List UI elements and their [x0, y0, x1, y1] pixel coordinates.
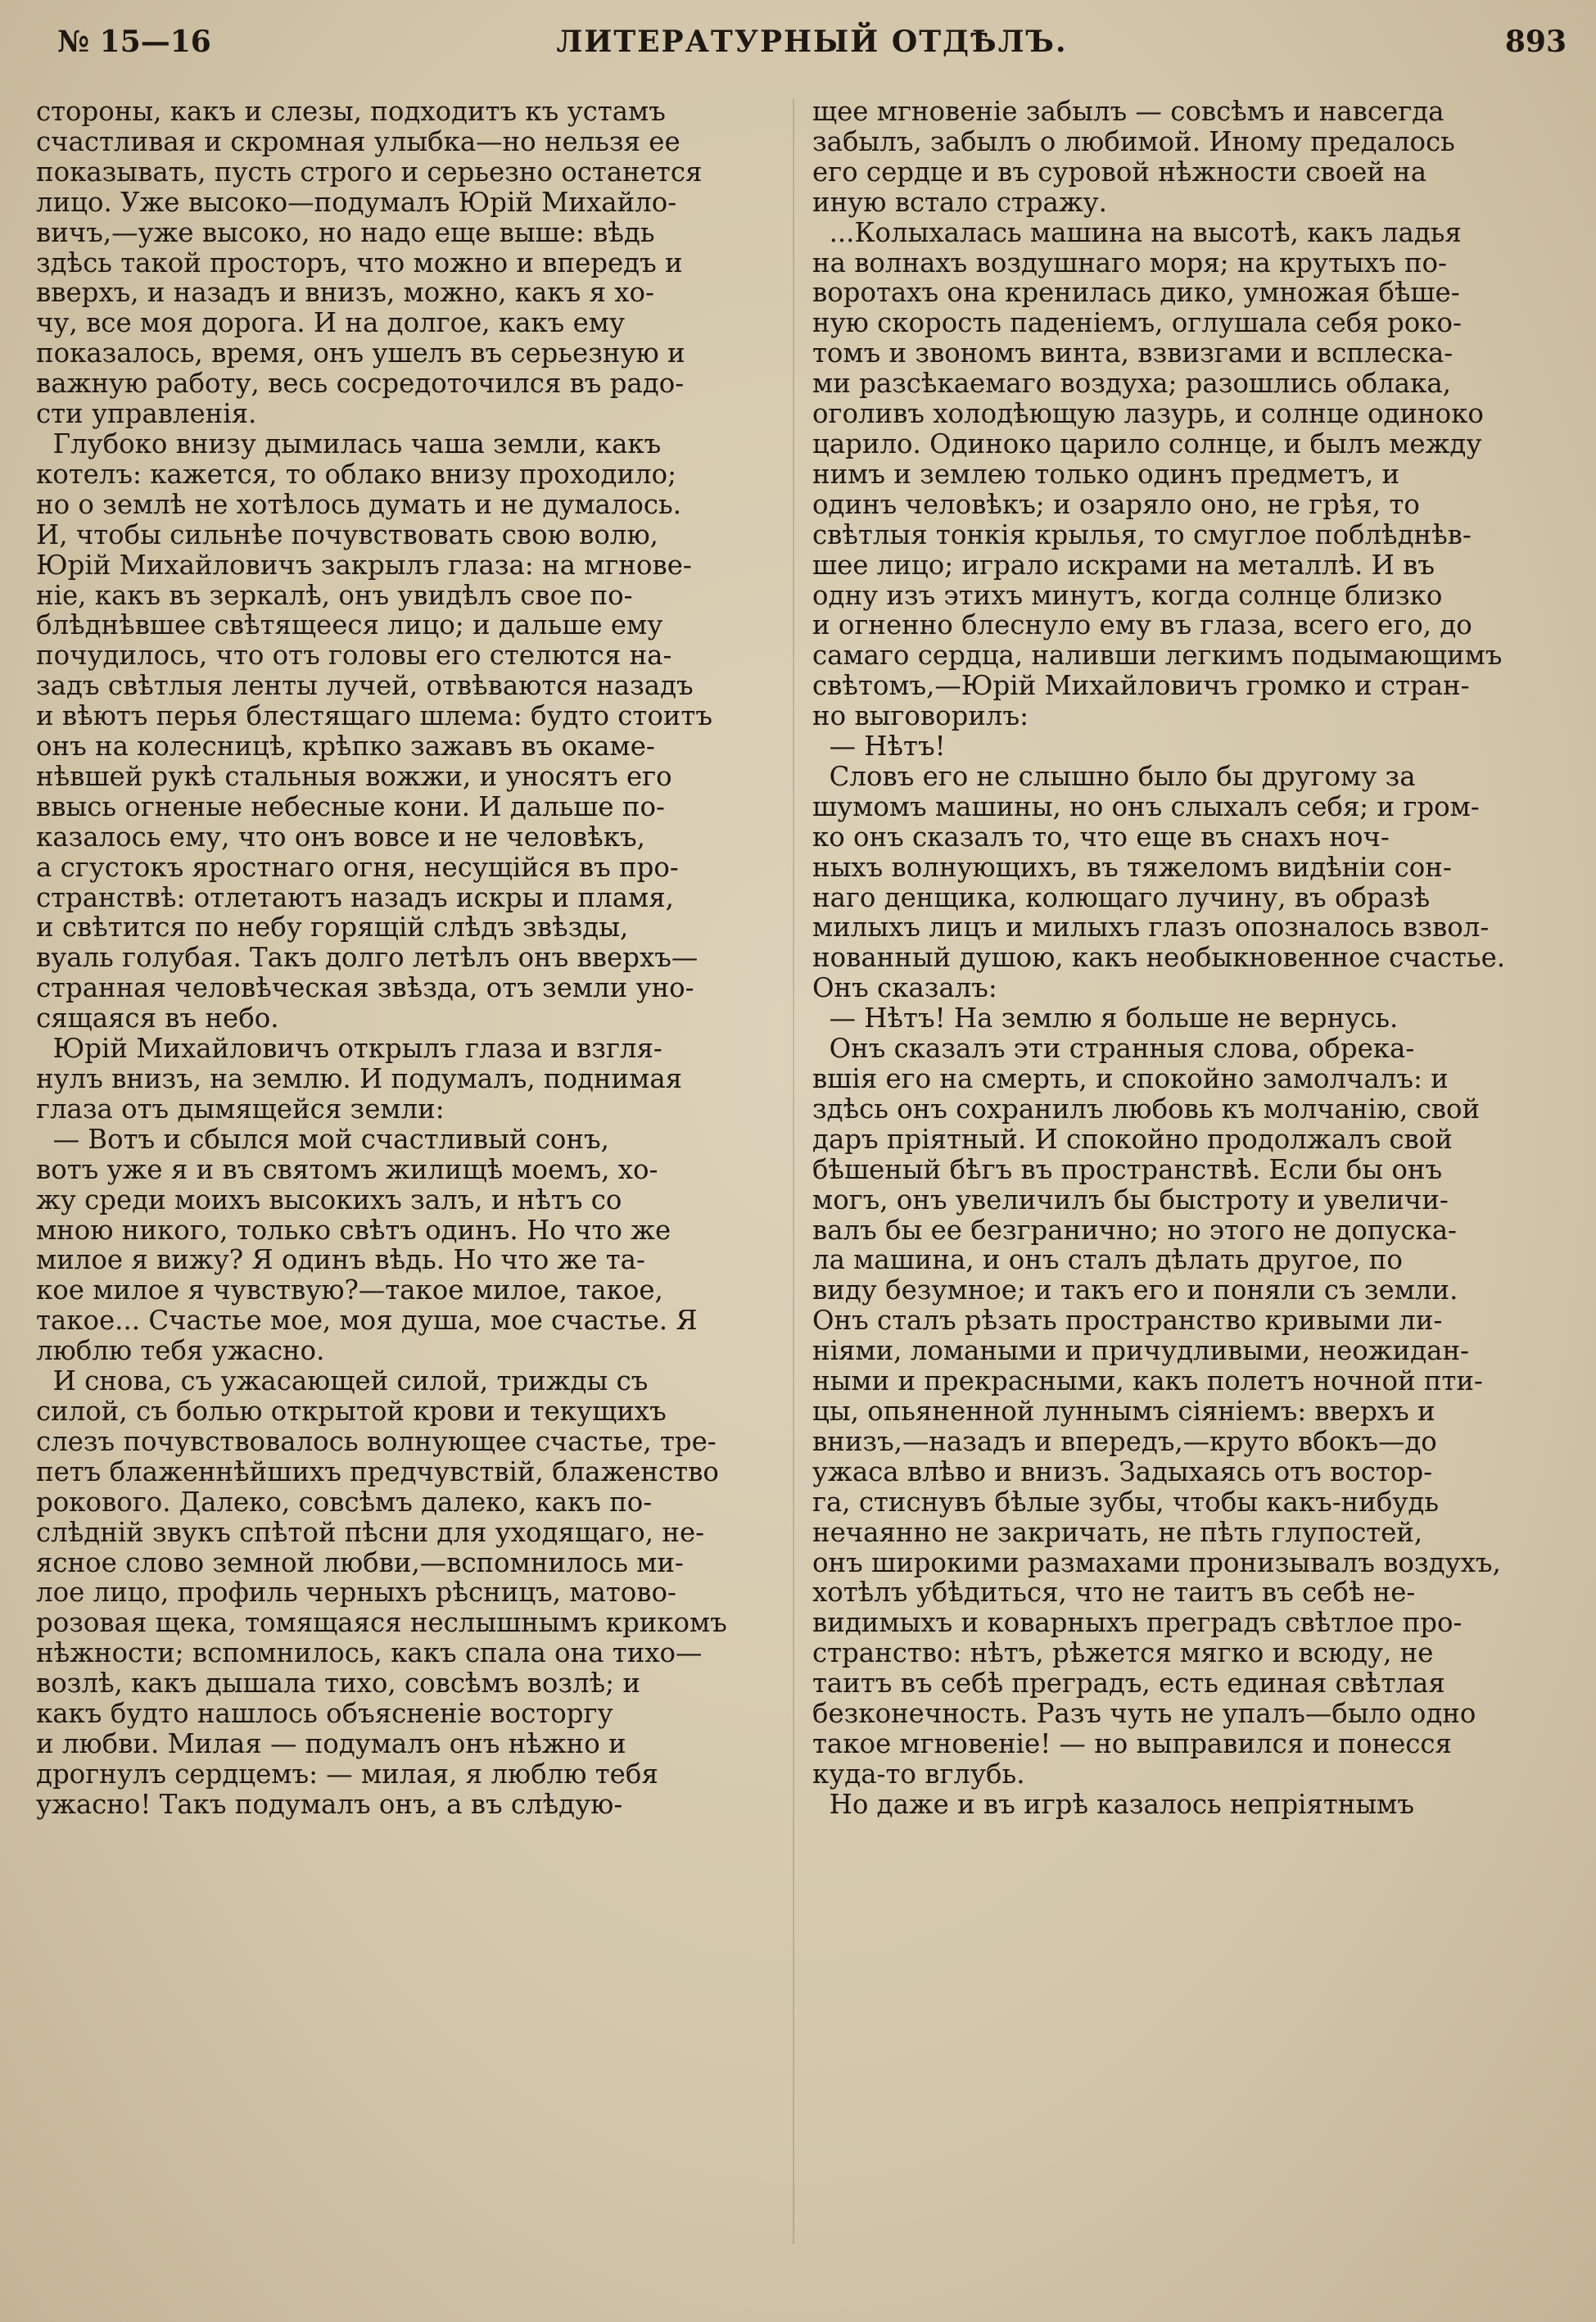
text-line: его сердце и въ суровой нѣжности своей на: [812, 156, 1427, 188]
text-line: могъ, онъ увеличилъ бы быстроту и увеличи-: [812, 1184, 1449, 1215]
text-line: показалось, время, онъ ушелъ въ серьезную и: [36, 337, 685, 369]
text-line: нимъ и землею только одинъ предметъ, и: [812, 458, 1400, 490]
text-line: цы, опьяненной луннымъ сіяніемъ: вверхъ и: [812, 1395, 1435, 1427]
text-line: одинъ человѣкъ; и озаряло оно, не грѣя, то: [812, 488, 1420, 520]
text-line: нулъ внизъ, на землю. И подумалъ, поднимая: [36, 1063, 683, 1094]
text-line: вуаль голубая. Такъ долго летѣлъ онъ вверхъ—: [36, 942, 699, 974]
text-line: оголивъ холодѣющую лазурь, и солнце одиноко: [812, 398, 1484, 430]
text-line: ко онъ сказалъ то, что еще въ снахъ ноч-: [812, 821, 1390, 853]
text-line: почудилось, что отъ головы его стелются на-: [36, 640, 672, 672]
text-line: Онъ сталъ рѣзать пространство кривыми ли-: [812, 1305, 1443, 1337]
text-line: странствѣ: отлетаютъ назадъ искры и пламя,: [36, 881, 674, 913]
text-line: Онъ сказалъ эти странныя слова, обрека-: [812, 1033, 1415, 1065]
text-line: наго денщика, колющаго лучину, въ образѣ: [812, 881, 1431, 913]
text-line: жу среди моихъ высокихъ залъ, и нѣтъ со: [36, 1184, 622, 1215]
text-line: — Нѣтъ! На землю я больше не вернусь.: [812, 1003, 1399, 1034]
text-line: свѣтлыя тонкія крылья, то смуглое поблѣднѣв-: [812, 518, 1472, 550]
text-line: такое мгновеніе! — но выправился и понесся: [812, 1727, 1452, 1759]
text-line: розовая щека, томящаяся неслышнымъ крикомъ: [36, 1607, 727, 1639]
text-line: видимыхъ и коварныхъ преградъ свѣтлое про-: [812, 1607, 1463, 1639]
text-line: бѣшеный бѣгъ въ пространствѣ. Если бы онъ: [812, 1153, 1443, 1185]
text-line: ныхъ волнующихъ, въ тяжеломъ видѣніи сон-: [812, 851, 1452, 883]
left-column: [36, 97, 773, 1820]
text-line: ніе, какъ въ зеркалѣ, онъ увидѣлъ свое по-: [36, 579, 633, 611]
text-line: — Вотъ и сбылся мой счастливый сонъ,: [36, 1123, 609, 1155]
text-line: возлѣ, какъ дышала тихо, совсѣмъ возлѣ; и: [36, 1668, 640, 1700]
text-line: ввысь огненые небесные кони. И дальше по-: [36, 790, 665, 822]
text-line: счастливая и скромная улыбка—но нельзя ее: [36, 125, 680, 157]
text-line: — Нѣтъ!: [812, 731, 946, 763]
text-line: такое... Счастье мое, моя душа, мое счастье. Я: [36, 1305, 698, 1337]
text-line: Словъ его не слышно было бы другому за: [812, 760, 1416, 792]
text-line: показывать, пусть строго и серьезно останется: [36, 156, 703, 188]
text-line: силой, съ болью открытой крови и текущихъ: [36, 1395, 667, 1427]
text-line: ужаса влѣво и внизъ. Задыхаясь отъ востор-: [812, 1455, 1433, 1487]
text-line: нѣжности; вспомнилось, какъ спала она тихо—: [36, 1637, 703, 1669]
text-line: сящаяся въ небо.: [36, 1003, 279, 1034]
text-line: Онъ сказалъ:: [812, 972, 997, 1004]
text-line: задъ свѣтлыя ленты лучей, отвѣваются назадъ: [36, 670, 694, 702]
text-line: ужасно! Такъ подумалъ онъ, а въ слѣдую-: [36, 1788, 623, 1820]
text-line: нѣвшей рукѣ стальныя вожжи, и уносятъ его: [36, 760, 672, 792]
text-line: га, стиснувъ бѣлые зубы, чтобы какъ-нибудь: [812, 1486, 1439, 1518]
text-line: слѣдній звукъ спѣтой пѣсни для уходящаго, не-: [36, 1516, 705, 1548]
text-line: валъ бы ее безгранично; но этого не допуска-: [812, 1214, 1457, 1246]
text-line: шее лицо; играло искрами на металлѣ. И въ: [812, 549, 1435, 581]
text-line: шумомъ машины, но онъ слыхалъ себя; и гром-: [812, 790, 1480, 822]
text-line: блѣднѣвшее свѣтящееся лицо; и дальше ему: [36, 609, 663, 641]
running-header: [57, 25, 1567, 66]
text-line: люблю тебя ужасно.: [36, 1335, 325, 1367]
text-line: здѣсь онъ сохранилъ любовь къ молчанію, свой: [812, 1093, 1481, 1125]
text-line: какъ будто нашлось объясненіе восторгу: [36, 1698, 613, 1730]
text-line: слезъ почувствовалось волнующее счастье, тре-: [36, 1425, 717, 1457]
text-line: онъ широкими размахами пронизывалъ воздухъ,: [812, 1546, 1501, 1578]
text-line: куда-то вглубь.: [812, 1758, 1025, 1790]
text-line: а сгустокъ яростнаго огня, несущійся въ про-: [36, 851, 679, 883]
text-line: иную встало стражу.: [812, 186, 1107, 218]
text-line: забылъ, забылъ о любимой. Иному предалось: [812, 125, 1455, 157]
text-line: на волнахъ воздушнаго моря; на крутыхъ по-: [812, 247, 1447, 278]
text-line: вичъ,—уже высоко, но надо еще выше: вѣдь: [36, 216, 655, 248]
text-line: котелъ: кажется, то облако внизу проходило;: [36, 458, 677, 490]
right-column: [812, 97, 1566, 1820]
text-line: вверхъ, и назадъ и внизъ, можно, какъ я хо-: [36, 277, 654, 309]
text-line: нечаянно не закричать, не пѣть глупостей,: [812, 1516, 1423, 1548]
text-line: мною никого, только свѣтъ одинъ. Но что же: [36, 1214, 671, 1246]
text-line: ясное слово земной любви,—вспомнилось ми-: [36, 1546, 684, 1578]
text-line: даръ пріятный. И спокойно продолжалъ свой: [812, 1123, 1453, 1155]
text-line: ную скорость паденіемъ, оглушала себя роко-: [812, 307, 1462, 339]
text-line: царило. Одиноко царило солнце, и былъ между: [812, 428, 1482, 459]
text-line: дрогнулъ сердцемъ: — милая, я люблю тебя: [36, 1758, 658, 1790]
text-line: но о землѣ не хотѣлось думать и не думалось.: [36, 488, 681, 520]
text-line: петъ блаженнѣйшихъ предчувствій, блаженство: [36, 1455, 719, 1487]
text-line: лицо. Уже высоко—подумалъ Юрій Михайло-: [36, 186, 677, 218]
text-line: щее мгновеніе забылъ — совсѣмъ и навсегда: [812, 96, 1445, 127]
text-line: одну изъ этихъ минутъ, когда солнце близко: [812, 579, 1443, 611]
text-line: чу, все моя дорога. И на долгое, какъ ему: [36, 307, 625, 339]
text-line: томъ и звономъ винта, взвизгами и всплеска-: [812, 337, 1454, 369]
text-line: ными и прекрасными, какъ полетъ ночной пти-: [812, 1365, 1483, 1397]
text-line: здѣсь такой просторъ, что можно и впередъ и: [36, 247, 683, 278]
text-line: самаго сердца, наливши легкимъ подымающимъ: [812, 640, 1503, 672]
text-line: ми разсѣкаемаго воздуха; разошлись облака,: [812, 368, 1451, 400]
section-title: ЛИТЕРАТУРНЫЙ ОТДѢЛЪ.: [556, 25, 1068, 59]
text-line: вшія его на смерть, и спокойно замолчалъ: и: [812, 1063, 1449, 1094]
text-line: кое милое я чувствую?—такое милое, такое,: [36, 1274, 663, 1306]
text-line: воротахъ она кренилась дико, умножая бѣше-: [812, 277, 1460, 309]
text-line: ніями, ломаными и причудливыми, неожидан-: [812, 1335, 1469, 1367]
text-line: и свѣтится по небу горящій слѣдъ звѣзды,: [36, 912, 629, 944]
text-line: хотѣлъ убѣдиться, что не таитъ въ себѣ не-: [812, 1577, 1416, 1609]
text-line: Но даже и въ игрѣ казалось непріятнымъ: [812, 1788, 1414, 1820]
text-line: ла машина, и онъ сталъ дѣлать другое, по: [812, 1244, 1403, 1276]
text-line: сти управленія.: [36, 398, 257, 430]
text-line: Юрій Михайловичъ открылъ глаза и взгля-: [36, 1033, 662, 1065]
text-line: онъ на колесницѣ, крѣпко зажавъ въ окаме-: [36, 731, 655, 763]
text-line: и любви. Милая — подумалъ онъ нѣжно и: [36, 1727, 626, 1759]
text-line: Глубоко внизу дымилась чаша земли, какъ: [36, 428, 662, 459]
text-line: ...Колыхалась машина на высотѣ, какъ ладья: [812, 216, 1462, 248]
page-number: 893: [1504, 25, 1567, 59]
text-line: И, чтобы сильнѣе почувствовать свою волю,: [36, 518, 658, 550]
text-line: Юрій Михайловичъ закрылъ глаза: на мгнове-: [36, 549, 692, 581]
text-line: свѣтомъ,—Юрій Михайловичъ громко и стран-: [812, 670, 1470, 702]
text-line: рокового. Далеко, совсѣмъ далеко, какъ по-: [36, 1486, 653, 1518]
text-line: казалось ему, что онъ вовсе и не человѣкъ,: [36, 821, 645, 853]
text-line: глаза отъ дымящейся земли:: [36, 1093, 445, 1125]
text-line: и огненно блеснуло ему въ глаза, всего его, до: [812, 609, 1472, 641]
text-line: странная человѣческая звѣзда, отъ земли уно-: [36, 972, 694, 1004]
text-line: милыхъ лицъ и милыхъ глазъ опозналось взвол-: [812, 912, 1490, 944]
text-line: стороны, какъ и слезы, подходитъ къ устамъ: [36, 96, 666, 127]
text-line: И снова, съ ужасающей силой, трижды съ: [36, 1365, 649, 1397]
text-line: важную работу, весь сосредоточился въ радо-: [36, 368, 685, 400]
text-line: и вѣютъ перья блестящаго шлема: будто стоитъ: [36, 700, 712, 732]
text-line: лое лицо, профиль черныхъ рѣсницъ, матово-: [36, 1577, 676, 1609]
text-line: вотъ уже я и въ святомъ жилищѣ моемъ, хо-: [36, 1153, 658, 1185]
text-line: странство: нѣтъ, рѣжется мягко и всюду, не: [812, 1637, 1434, 1669]
text-line: внизъ,—назадъ и впередъ,—круто вбокъ—до: [812, 1425, 1437, 1457]
text-line: таитъ въ себѣ преградъ, есть единая свѣтлая: [812, 1668, 1445, 1700]
text-line: безконечность. Разъ чуть не упалъ—было одно: [812, 1698, 1476, 1730]
column-divider: [793, 98, 794, 2244]
text-line: виду безумное; и такъ его и поняли съ земли.: [812, 1274, 1458, 1306]
text-line: нованный душою, какъ необыкновенное счастье.: [812, 942, 1506, 974]
issue-number: № 15—16: [57, 25, 211, 59]
text-line: милое я вижу? Я одинъ вѣдь. Но что же та-: [36, 1244, 645, 1276]
text-line: но выговорилъ:: [812, 700, 1029, 732]
